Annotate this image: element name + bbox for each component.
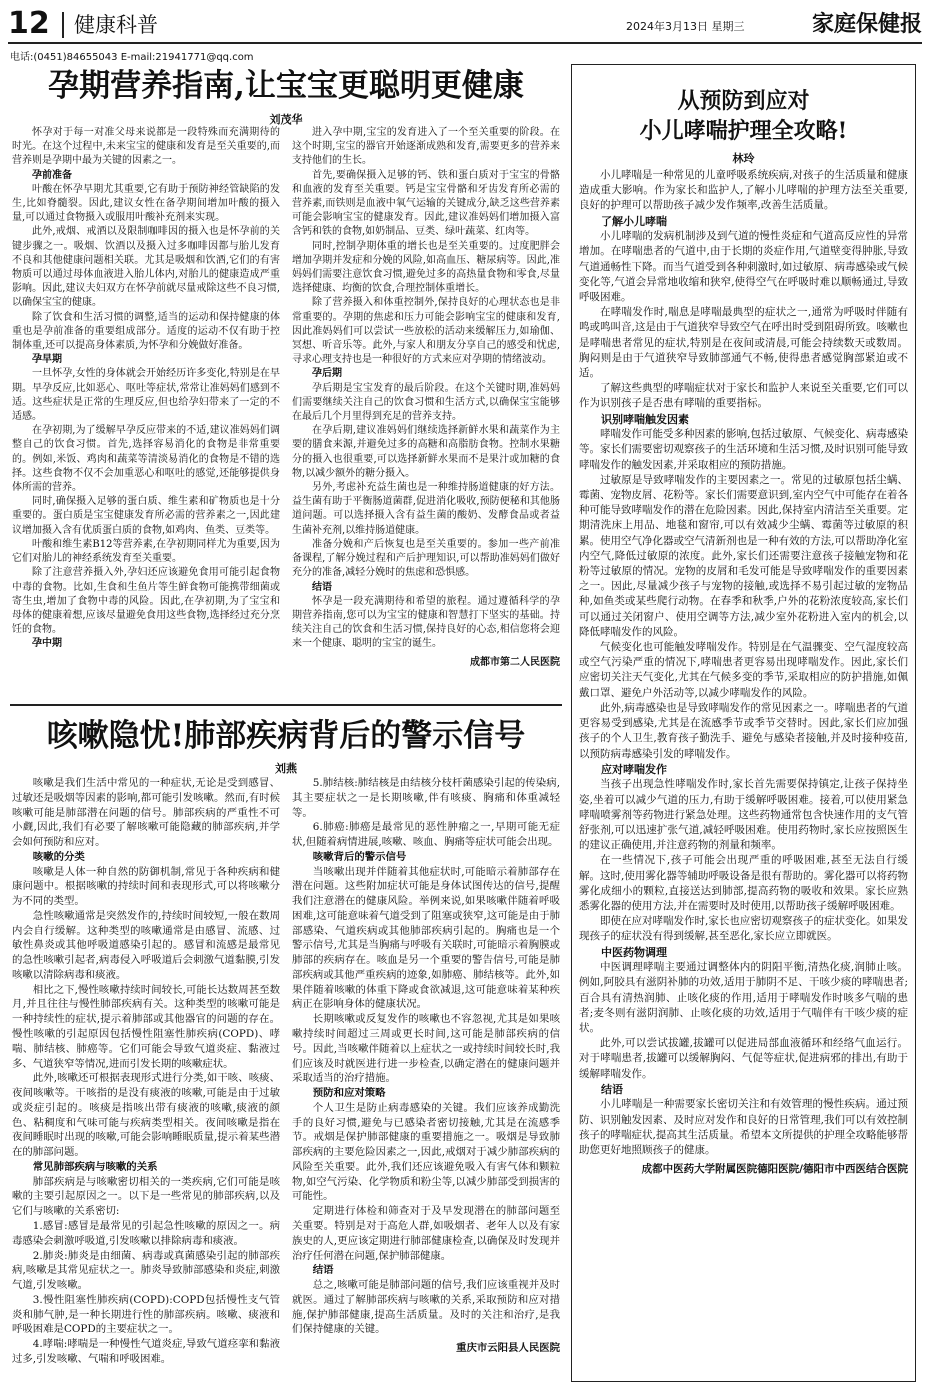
paragraph: 此外,戒烟、戒酒以及限制咖啡因的摄入也是怀孕前的关键步骤之一。吸烟、饮酒以及摄入过多咖啡因都与胎儿发育不良和其他健康问题相关联。尤其是吸烟和饮酒,它们的有害物质可以通过母体血液进入胎儿体内,对胎儿的健康造成严重影响。因此,建议夫妇双方在怀孕前就尽量戒除这些不良习惯,以确保宝宝的健康。 <box>12 226 280 309</box>
subheading: 中医药物调理 <box>601 945 667 959</box>
paragraph: 除了营养摄入和体重控制外,保持良好的心理状态也是非常重要的。孕期的焦虑和压力可能会影响宝宝的健康和发育,因此准妈妈们可以尝试一些放松的活动来缓解压力,如瑜伽、冥想、听音乐等。此外,与家人和朋友分享自己的感受和忧虑,寻求心理支持也是一种很好的方式来应对孕期的情绪波动。 <box>292 297 560 366</box>
paragraph: 此外,病毒感染也是导致哮喘发作的常见因素之一。哮喘患者的气道更容易受到感染,尤其是在流感季节或季节交替时。因此,家长们应加强孩子的个人卫生,教育孩子勤洗手、避免与感染者接触,并及时接种疫苗,以预防病毒感染引发的哮喘发作。 <box>579 701 908 760</box>
paragraph: 总之,咳嗽可能是肺部问题的信号,我们应该重视并及时就医。通过了解肺部疾病与咳嗽的关系,采取预防和应对措施,保护肺部健康,提高生活质量。及时的关注和治疗,是我们保持健康的关键。 <box>292 1279 560 1336</box>
page-number: 12 <box>8 6 50 41</box>
paragraph: 5.肺结核:肺结核是由结核分枝杆菌感染引起的传染病,其主要症状之一是长期咳嗽,伴有咳痰、胸痛和体重减轻等。 <box>292 777 560 819</box>
contact-line: 电话:(0451)84655043 E-mail:21941771@qq.com <box>10 52 254 63</box>
article3-title <box>575 86 912 146</box>
paragraph: 1.感冒:感冒是最常见的引起急性咳嗽的原因之一。病毒感染会刺激呼吸道,引发咳嗽以排除病毒和痰液。 <box>12 1219 280 1247</box>
article3-title-line1: 从预防到应对 <box>677 88 810 114</box>
paragraph: 怀孕是一段充满期待和希望的旅程。通过遵循科学的孕期营养指南,您可以为宝宝的健康和智慧打下坚实的基础。持续关注自己的饮食和生活习惯,保持良好的心态,相信您将会迎来一个健康、聪明的宝宝的诞生。 <box>292 595 560 650</box>
paragraph: 2.肺炎:肺炎是由细菌、病毒或真菌感染引起的肺部疾病,咳嗽是其常见症状之一。肺炎导致肺部感染和炎症,刺激气道,引发咳嗽。 <box>12 1249 280 1292</box>
subheading: 咳嗽背后的警示信号 <box>312 850 407 863</box>
paragraph: 另外,考虑补充益生菌也是一种维持肠道健康的好方法。益生菌有助于平衡肠道菌群,促进消化吸收,预防便秘和其他肠道问题。可以选择摄入含有益生菌的酸奶、发酵食品或者益生菌补充剂,以维持肠道健康。 <box>292 482 560 536</box>
paragraph: 相比之下,慢性咳嗽持续时间较长,可能长达数周甚至数月,并且往往与慢性肺部疾病有关。这种类型的咳嗽可能是一种持续性的症状,提示着肺部或其他器官的问题的存在。慢性咳嗽的引起原因包括慢性阻塞性肺疾病(COPD)、哮喘、肺结核、肺癌等。它们可能会导致气道炎症、黏液过多、气道狭窄等情况,进而引发长期的咳嗽症状。 <box>12 983 280 1070</box>
paragraph: 当咳嗽出现并伴随着其他症状时,可能暗示着肺部存在潜在问题。这些附加症状可能是身体试图传达的信号,提醒我们注意潜在的健康风险。举例来说,如果咳嗽伴随着呼吸困难,这可能意味着气道受到了阻塞或狭窄,这可能是由于肺部感染、气道疾病或其他肺部疾病引起的。胸痛也是一个警示信号,尤其是当胸痛与呼吸有关联时,可能暗示着胸膜或肺部的疾病存在。咳血是另一个重要的警告信号,可能是肺部疾病或其他严重疾病的迹象,如肺癌、肺结核等。此外,如果伴随着咳嗽的体重下降或食欲减退,这可能意味着某种疾病正在影响身体的健康状况。 <box>292 865 560 1011</box>
paragraph: 咳嗽是我们生活中常见的一种症状,无论是受到感冒、过敏还是吸烟等因素的影响,都可能引发咳嗽。然而,有时候咳嗽可能是肺部潜在问题的信号。肺部疾病的严重性不可小觑,因此,我们有必要了解咳嗽可能隐藏的肺部疾病,并学会如何预防和应对。 <box>12 777 280 849</box>
paragraph: 小儿哮喘是一种需要家长密切关注和有效管理的慢性疾病。通过预防、识别触发因素、及时应对发作和良好的日常管理,我们可以有效控制孩子的哮喘症状,提高其生活质量。希望本文所提供的护理全攻略能够帮助您更好地照顾孩子的健康。 <box>579 1098 908 1156</box>
paragraph: 了解这些典型的哮喘症状对于家长和监护人来说至关重要,它们可以作为识别孩子是否患有哮喘的重要指标。 <box>579 382 908 410</box>
article3-body <box>579 168 908 1376</box>
article1-author: 刘茂华 <box>269 113 303 126</box>
paragraph: 哮喘发作可能受多种因素的影响,包括过敏原、气候变化、病毒感染等。家长们需要密切观察孩子的生活环境和生活习惯,及时识别可能导致哮喘发作的触发因素,并采取相应的预防措施。 <box>579 428 908 471</box>
subheading: 结语 <box>601 1082 623 1096</box>
subheading: 预防和应对策略 <box>312 1087 386 1100</box>
paragraph: 定期进行体检和筛查对于及早发现潜在的肺部问题至关重要。特别是对于高危人群,如吸烟者、老年人以及有家族史的人,更应该定期进行肺部健康检查,以确保及时发现并治疗任何潜在问题,保护肺部健康。 <box>292 1205 560 1262</box>
paragraph: 叶酸和维生素B12等营养素,在孕初期同样尤为重要,因为它们对胎儿的神经系统发育至关重要。 <box>12 538 280 565</box>
paragraph: 叶酸在怀孕早期尤其重要,它有助于预防神经管缺陷的发生,比如脊髓裂。因此,建议女性在备孕期间增加叶酸的摄入量,可以通过食物摄入或服用叶酸补充剂来实现。 <box>12 183 280 224</box>
article3-author: 林玲 <box>732 152 755 165</box>
article-source: 成都中医药大学附属医院德阳医院/德阳市中西医结合医院 <box>641 1163 908 1176</box>
paragraph: 6.肺癌:肺癌是最常见的恶性肿瘤之一,早期可能无症状,但随着病情进展,咳嗽、咳血、胸痛等症状可能会出现。 <box>292 821 560 849</box>
newspaper-name: 家庭保健报 <box>811 11 922 37</box>
paragraph: 准备分娩和产后恢复也是至关重要的。参加一些产前准备课程,了解分娩过程和产后护理知识,可以帮助准妈妈们做好充分的准备,减轻分娩时的焦虑和恐惧感。 <box>292 538 560 579</box>
subheading: 识别哮喘触发因素 <box>601 412 689 426</box>
article1-body <box>12 126 560 698</box>
paragraph: 同时,确保摄入足够的蛋白质、维生素和矿物质也是十分重要的。蛋白质是宝宝健康发育所必需的营养素之一,因此建议增加摄入含有优质蛋白质的食物,如鸡肉、鱼类、豆类等。 <box>12 496 280 536</box>
subheading: 孕早期 <box>32 354 62 366</box>
issue-date: 2024年3月13日 星期三 <box>626 20 745 33</box>
page-header <box>8 6 922 44</box>
paragraph: 在一些情况下,孩子可能会出现严重的呼吸困难,甚至无法自行缓解。这时,使用雾化器等辅助呼吸设备是很有帮助的。雾化器可以将药物雾化成细小的颗粒,直接送达到肺部,提高药物的吸收和效果。家长应熟悉雾化器的使用方法,并在需要时及时使用,以帮助孩子缓解呼吸困难。 <box>579 854 908 912</box>
paragraph: 此外,可以尝试拔罐,拔罐可以促进局部血液循环和经络气血运行。对于哮喘患者,拔罐可以缓解胸闷、气促等症状,促进病邪的排出,有助于缓解哮喘发作。 <box>579 1037 908 1080</box>
paragraph: 气候变化也可能触发哮喘发作。特别是在气温骤变、空气湿度较高或空气污染严重的情况下,哮喘患者更容易出现哮喘发作。因此,家长们应密切关注天气变化,尤其在气候多变的季节,采取相应的防护措施,如佩戴口罩、避免户外活动等,以减少哮喘发作的风险。 <box>579 641 908 699</box>
paragraph: 咳嗽是人体一种自然的防御机制,常见于各种疾病和健康问题中。根据咳嗽的持续时间和表现形式,可以将咳嗽分为不同的类型。 <box>12 865 280 908</box>
paragraph: 在哮喘发作时,喘息是哮喘最典型的症状之一,通常为呼吸时伴随有鸣或鸣叫音,这是由于气道狭窄导致空气在呼出时受到阻碍所致。咳嗽也是哮喘患者常见的症状,特别是在夜间或清晨,可能会持续数天或数周。胸闷则是由于气道狭窄导致肺部通气不畅,使得患者感觉胸部紧迫或不适。 <box>579 306 908 380</box>
article-divider <box>10 704 562 706</box>
paragraph: 除了注意营养摄入外,孕妇还应该避免食用可能引起食物中毒的食物。比如,生食和生鱼片等生鲜食物可能携带细菌或寄生虫,增加了食物中毒的风险。因此,在孕初期,为了宝宝和母体的健康着想,应该尽量避免食用这些食物,选择经过充分烹饪的食物。 <box>12 567 280 636</box>
paragraph: 孕后期是宝宝发育的最后阶段。在这个关键时期,准妈妈们需要继续关注自己的饮食习惯和生活方式,以确保宝宝能够在最后几个月里得到充足的营养支持。 <box>292 382 560 423</box>
paragraph: 3.慢性阻塞性肺疾病(COPD):COPD包括慢性支气管炎和肺气肿,是一种长期进行性的肺部疾病。咳嗽、痰液和呼吸困难是COPD的主要症状之一。 <box>12 1293 280 1336</box>
paragraph: 即使在应对哮喘发作时,家长也应密切观察孩子的症状变化。如果发现孩子的症状没有得到缓解,甚至恶化,家长应立即就医。 <box>579 915 908 943</box>
paragraph: 当孩子出现急性哮喘发作时,家长首先需要保持镇定,让孩子保持坐姿,坐着可以减少气道的压力,有助于缓解呼吸困难。接着,可以使用紧急哮喘喷雾剂等药物进行紧急处理。这些药物通常包含快速作用的支气管舒张剂,可以迅速扩张气道,减轻呼吸困难。使用药物时,家长应按照医生的建议正确使用,并注意药物的剂量和频率。 <box>579 778 908 852</box>
paragraph: 长期咳嗽或反复发作的咳嗽也不容忽视,尤其是如果咳嗽持续时间超过三周或更长时间,这可能是肺部疾病的信号。因此,当咳嗽伴随着以上症状之一或持续时间较长时,我们应该及时就医进行进一步检查,以确定潜在的健康问题并采取适当的治疗措施。 <box>292 1013 560 1085</box>
paragraph: 在孕后期,建议准妈妈们继续选择新鲜水果和蔬菜作为主要的膳食来源,并避免过多的高糖和高脂肪食物。控制水果糖分的摄入也很重要,可以选择新鲜水果而不是果汁或加糖的食物,以减少额外的糖分摄入。 <box>292 425 560 479</box>
article2-author: 刘燕 <box>275 762 297 775</box>
article-source: 重庆市云阳县人民医院 <box>456 1342 560 1355</box>
paragraph: 小儿哮喘的发病机制涉及到气道的慢性炎症和气道高反应性的异常增加。在哮喘患者的气道中,由于长期的炎症作用,气道壁变得肿胀,导致气道通畅性下降。而当气道受到各种刺激时,如过敏原、病毒感染或气候变化等,气道会异常地收缩和狭窄,使得空气在呼吸时难以顺畅通过,导致呼吸困难。 <box>579 230 908 304</box>
paragraph: 一旦怀孕,女性的身体就会开始经历许多变化,特别是在早期。早孕反应,比如恶心、呕吐等症状,常常让准妈妈们感到不适。这些症状是正常的生理反应,但也给孕妇带来了一定的不适感。 <box>12 368 280 423</box>
paragraph: 在孕初期,为了缓解早孕反应带来的不适,建议准妈妈们调整自己的饮食习惯。首先,选择容易消化的食物是非常重要的。例如,米饭、鸡肉和蔬菜等清淡易消化的食物是不错的选择。这些食物不仅不会加重恶心和呕吐的感觉,还能够提供身体所需的营养。 <box>12 425 280 494</box>
subheading: 孕后期 <box>312 368 342 380</box>
article2-title: 咳嗽隐忧!肺部疾病背后的警示信号 <box>46 718 526 754</box>
subheading: 结语 <box>312 581 332 593</box>
paragraph: 中医调理哮喘主要通过调整体内的阴阳平衡,清热化痰,润肺止咳。例如,阿胶具有滋阴补肺的功效,适用于肺阴不足、干咳少痰的哮喘患者;百合具有清热润肺、止咳化痰的作用,适用于哮喘发作时咳多气喘的患者;麦冬则有滋阴润肺、止咳化痰的功效,适用于气喘伴有干咳少痰的症状。 <box>579 961 908 1034</box>
paragraph: 除了饮食和生活习惯的调整,适当的运动和保持健康的体重也是孕前准备的重要组成部分。适度的运动不仅有助于控制体重,还可以提高身体素质,为怀孕和分娩做好准备。 <box>12 311 280 352</box>
subheading: 孕前准备 <box>32 169 72 181</box>
article-source: 成都市第二人民医院 <box>470 656 560 668</box>
article1-title: 孕期营养指南,让宝宝更聪明更健康 <box>48 68 524 104</box>
section-title: 健康科普 <box>74 13 158 37</box>
paragraph: 进入孕中期,宝宝的发育进入了一个至关重要的阶段。在这个时期,宝宝的器官开始逐渐成熟和发育,需要更多的营养来支持他们的生长。 <box>292 127 560 167</box>
paragraph: 怀孕对于每一对准父母来说都是一段特殊而充满期待的时光。在这个过程中,未来宝宝的健康和发育是至关重要的,而营养则是孕期中最为关键的因素之一。 <box>12 127 280 167</box>
subheading: 孕中期 <box>32 638 62 650</box>
paragraph: 急性咳嗽通常是突然发作的,持续时间较短,一般在数周内会自行缓解。这种类型的咳嗽通常是由感冒、流感、过敏性鼻炎或其他呼吸道感染引起的。感冒和流感是最常见的急性咳嗽引起者,病毒侵入呼吸道后会刺激气道黏膜,引发咳嗽以清除病毒和痰液。 <box>12 909 280 981</box>
paragraph: 4.哮喘:哮喘是一种慢性气道炎症,导致气道痉挛和黏液过多,引发咳嗽、气喘和呼吸困难。 <box>12 1338 280 1365</box>
paragraph: 个人卫生是防止病毒感染的关键。我们应该养成勤洗手的良好习惯,避免与已感染者密切接触,尤其是在流感季节。戒烟是保护肺部健康的重要措施之一。吸烟是导致肺部疾病的主要危险因素之一,因此,戒烟对于减少肺部疾病的风险至关重要。此外,我们还应该避免吸入有害气体和颗粒物,如空气污染、化学物质和粉尘等,以减少肺部受到损害的可能性。 <box>292 1101 560 1203</box>
header-divider <box>62 12 64 38</box>
subheading: 了解小儿哮喘 <box>601 214 667 228</box>
paragraph: 首先,要确保摄入足够的钙、铁和蛋白质对于宝宝的骨骼和血液的发育至关重要。钙是宝宝骨骼和牙齿发育所必需的营养素,而铁则是血液中氧气运输的关键成分,缺乏这些营养素可能会影响宝宝的健康发育。因此,建议准妈妈们增加摄入富含钙和铁的食物,如奶制品、豆类、绿叶蔬菜、红肉等。 <box>292 169 560 238</box>
paragraph: 同时,控制孕期体重的增长也是至关重要的。过度肥胖会增加孕期并发症和分娩的风险,如高血压、糖尿病等。因此,准妈妈们需要注意饮食习惯,避免过多的高热量食物和零食,尽量选择健康、均衡的饮食,合理控制体重增长。 <box>292 240 560 295</box>
subheading: 咳嗽的分类 <box>32 850 85 863</box>
paragraph: 肺部疾病是与咳嗽密切相关的一类疾病,它们可能是咳嗽的主要引起原因之一。以下是一些常见的肺部疾病,以及它们与咳嗽的关系密切: <box>12 1175 280 1218</box>
article3-title-line2: 小儿哮喘护理全攻略! <box>639 118 848 144</box>
paragraph: 此外,咳嗽还可根据表现形式进行分类,如干咳、咳痰、夜间咳嗽等。干咳指的是没有痰液的咳嗽,可能是由于过敏或炎症引起的。咳痰是指咳出带有痰液的咳嗽,痰液的颜色、粘稠度和气味可能与疾病类型相关。夜间咳嗽是指在夜间睡眠时出现的咳嗽,可能会影响睡眠质量,提示着某些潜在的肺部问题。 <box>12 1072 280 1159</box>
subheading: 应对哮喘发作 <box>601 762 667 776</box>
subheading: 结语 <box>312 1264 334 1277</box>
paragraph: 小儿哮喘是一种常见的儿童呼吸系统疾病,对孩子的生活质量和健康造成重大影响。作为家长和监护人,了解小儿哮喘的护理方法至关重要,良好的护理可以帮助孩子减少发作频率,改善生活质量。 <box>579 169 908 212</box>
paragraph: 过敏原是导致哮喘发作的主要因素之一。常见的过敏原包括尘螨、霉菌、宠物皮屑、花粉等。家长们需要意识到,室内空气中可能存在着各种可能导致哮喘发作的潜在危险因素。因此,保持室内清洁至关重要。定期清洗床上用品、地毯和窗帘,可以有效减少尘螨、霉菌等过敏原的积累。使用空气净化器或空气清新剂也是一种有效的方法,可以帮助净化室内空气,降低过敏原的浓度。此外,家长们还需要注意孩子接触宠物和花粉等过敏原的情况。宠物的皮屑和毛发可能是导致哮喘发作的重要因素之一。因此,尽量减少孩子与宠物的接触,或选择不易引起过敏的宠物品种,如鱼类或某些爬行动物。在春季和秋季,户外的花粉浓度较高,家长们可以通过关闭窗户、使用空调等方法,减少室外花粉进入室内的机会,以降低哮喘发作的风险。 <box>579 473 908 638</box>
article2-body <box>12 776 560 1384</box>
subheading: 常见肺部疾病与咳嗽的关系 <box>32 1160 158 1173</box>
